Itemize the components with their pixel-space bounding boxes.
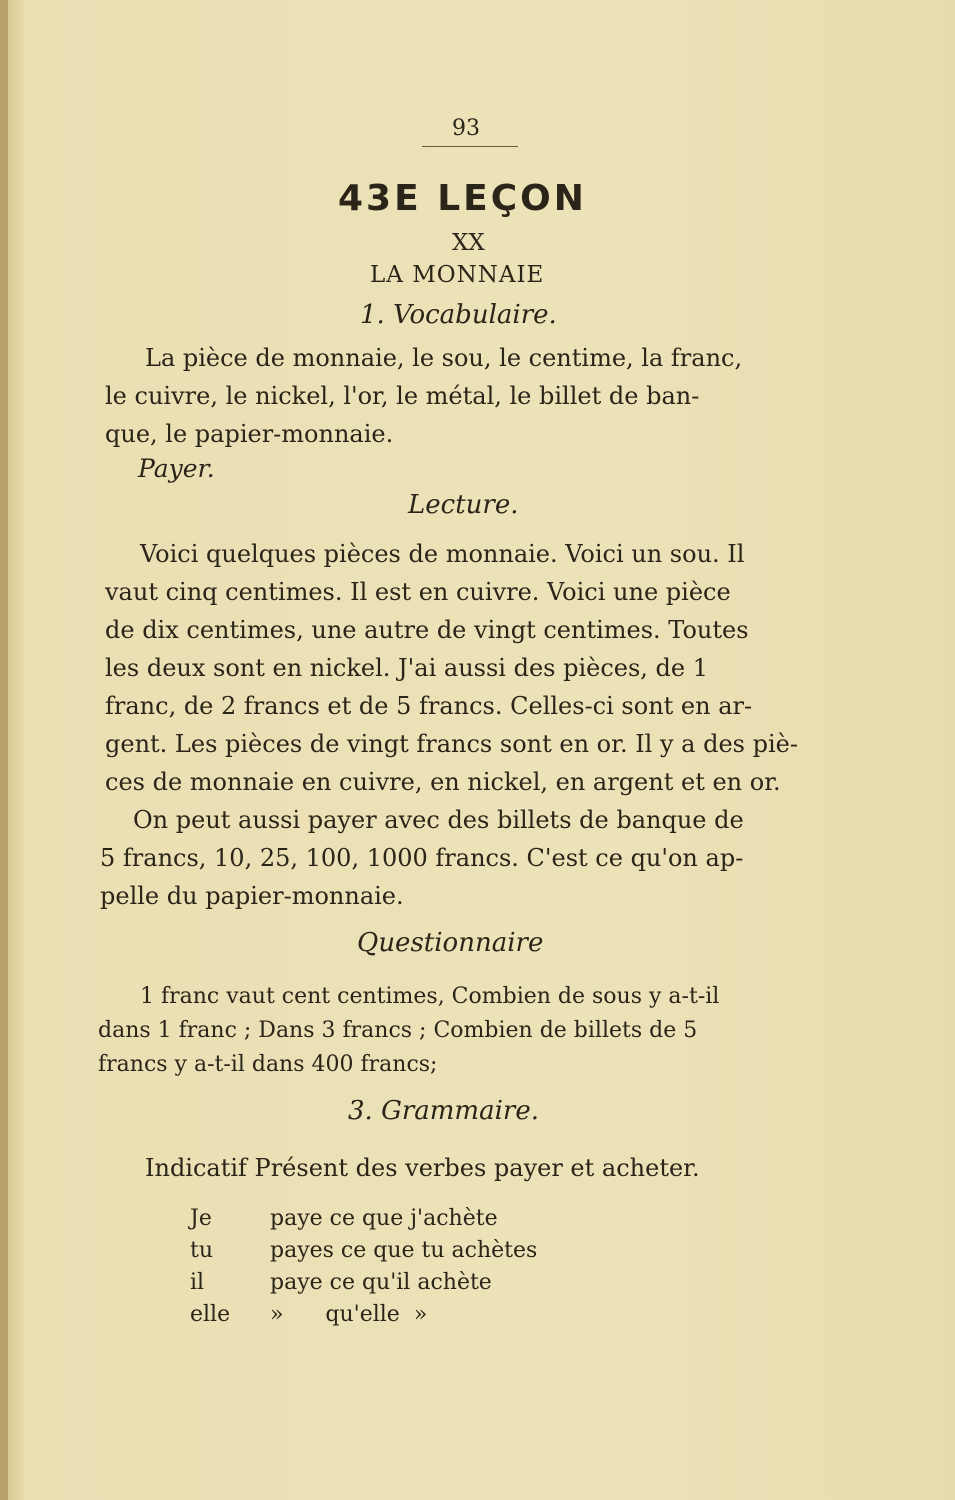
reading-line: de dix centimes, une autre de vingt centimes. Toutes bbox=[105, 616, 749, 644]
conjugation-pronoun: elle bbox=[190, 1302, 231, 1327]
reading-line: gent. Les pièces de vingt francs sont en or. Il y a des piè- bbox=[105, 730, 798, 758]
conjugation-form: » qu'elle » bbox=[270, 1302, 428, 1327]
reading-line: les deux sont en nickel. J'ai aussi des pièces, de 1 bbox=[105, 654, 709, 682]
reading-line: vaut cinq centimes. Il est en cuivre. Voici une pièce bbox=[105, 578, 731, 606]
vocab-line: La pièce de monnaie, le sou, le centime, la franc, bbox=[145, 344, 743, 372]
vocab-line: que, le papier-monnaie. bbox=[105, 420, 394, 448]
reading-line: Voici quelques pièces de monnaie. Voici un sou. Il bbox=[140, 540, 745, 568]
reading-line: ces de monnaie en cuivre, en nickel, en argent et en or. bbox=[105, 768, 781, 796]
reading-line: 5 francs, 10, 25, 100, 1000 francs. C'est ce qu'on ap- bbox=[100, 844, 744, 872]
conjugation-form: paye ce que j'achète bbox=[270, 1206, 498, 1231]
page-number-rule bbox=[422, 146, 518, 147]
questionnaire-heading: Questionnaire bbox=[357, 928, 544, 958]
reading-line: pelle du papier-monnaie. bbox=[100, 882, 404, 910]
grammar-intro: Indicatif Présent des verbes payer et acheter. bbox=[145, 1154, 700, 1182]
vocab-verb: Payer. bbox=[138, 454, 215, 483]
conjugation-pronoun: tu bbox=[190, 1238, 214, 1263]
page-binding-edge bbox=[0, 0, 8, 1500]
unit-roman-numeral: XX bbox=[452, 230, 485, 256]
questionnaire-line: 1 franc vaut cent centimes, Combien de sous y a-t-il bbox=[140, 984, 720, 1009]
section-vocabulaire-heading: 1. Vocabulaire. bbox=[360, 300, 557, 330]
conjugation-pronoun: il bbox=[190, 1270, 205, 1295]
lesson-title: 43E LEÇON bbox=[338, 178, 587, 219]
page-number: 93 bbox=[452, 116, 480, 141]
section-grammaire-heading: 3. Grammaire. bbox=[348, 1096, 539, 1126]
conjugation-pronoun: Je bbox=[190, 1206, 212, 1231]
reading-line: On peut aussi payer avec des billets de banque de bbox=[133, 806, 744, 834]
questionnaire-line: dans 1 franc ; Dans 3 francs ; Combien de billets de 5 bbox=[98, 1018, 698, 1043]
reading-heading: Lecture. bbox=[408, 490, 519, 520]
questionnaire-line: francs y a-t-il dans 400 francs; bbox=[98, 1052, 438, 1077]
reading-line: franc, de 2 francs et de 5 francs. Celles-ci sont en ar- bbox=[105, 692, 753, 720]
conjugation-form: payes ce que tu achètes bbox=[270, 1238, 538, 1263]
conjugation-form: paye ce qu'il achète bbox=[270, 1270, 492, 1295]
unit-title: LA MONNAIE bbox=[370, 262, 545, 288]
vocab-line: le cuivre, le nickel, l'or, le métal, le billet de ban- bbox=[105, 382, 700, 410]
